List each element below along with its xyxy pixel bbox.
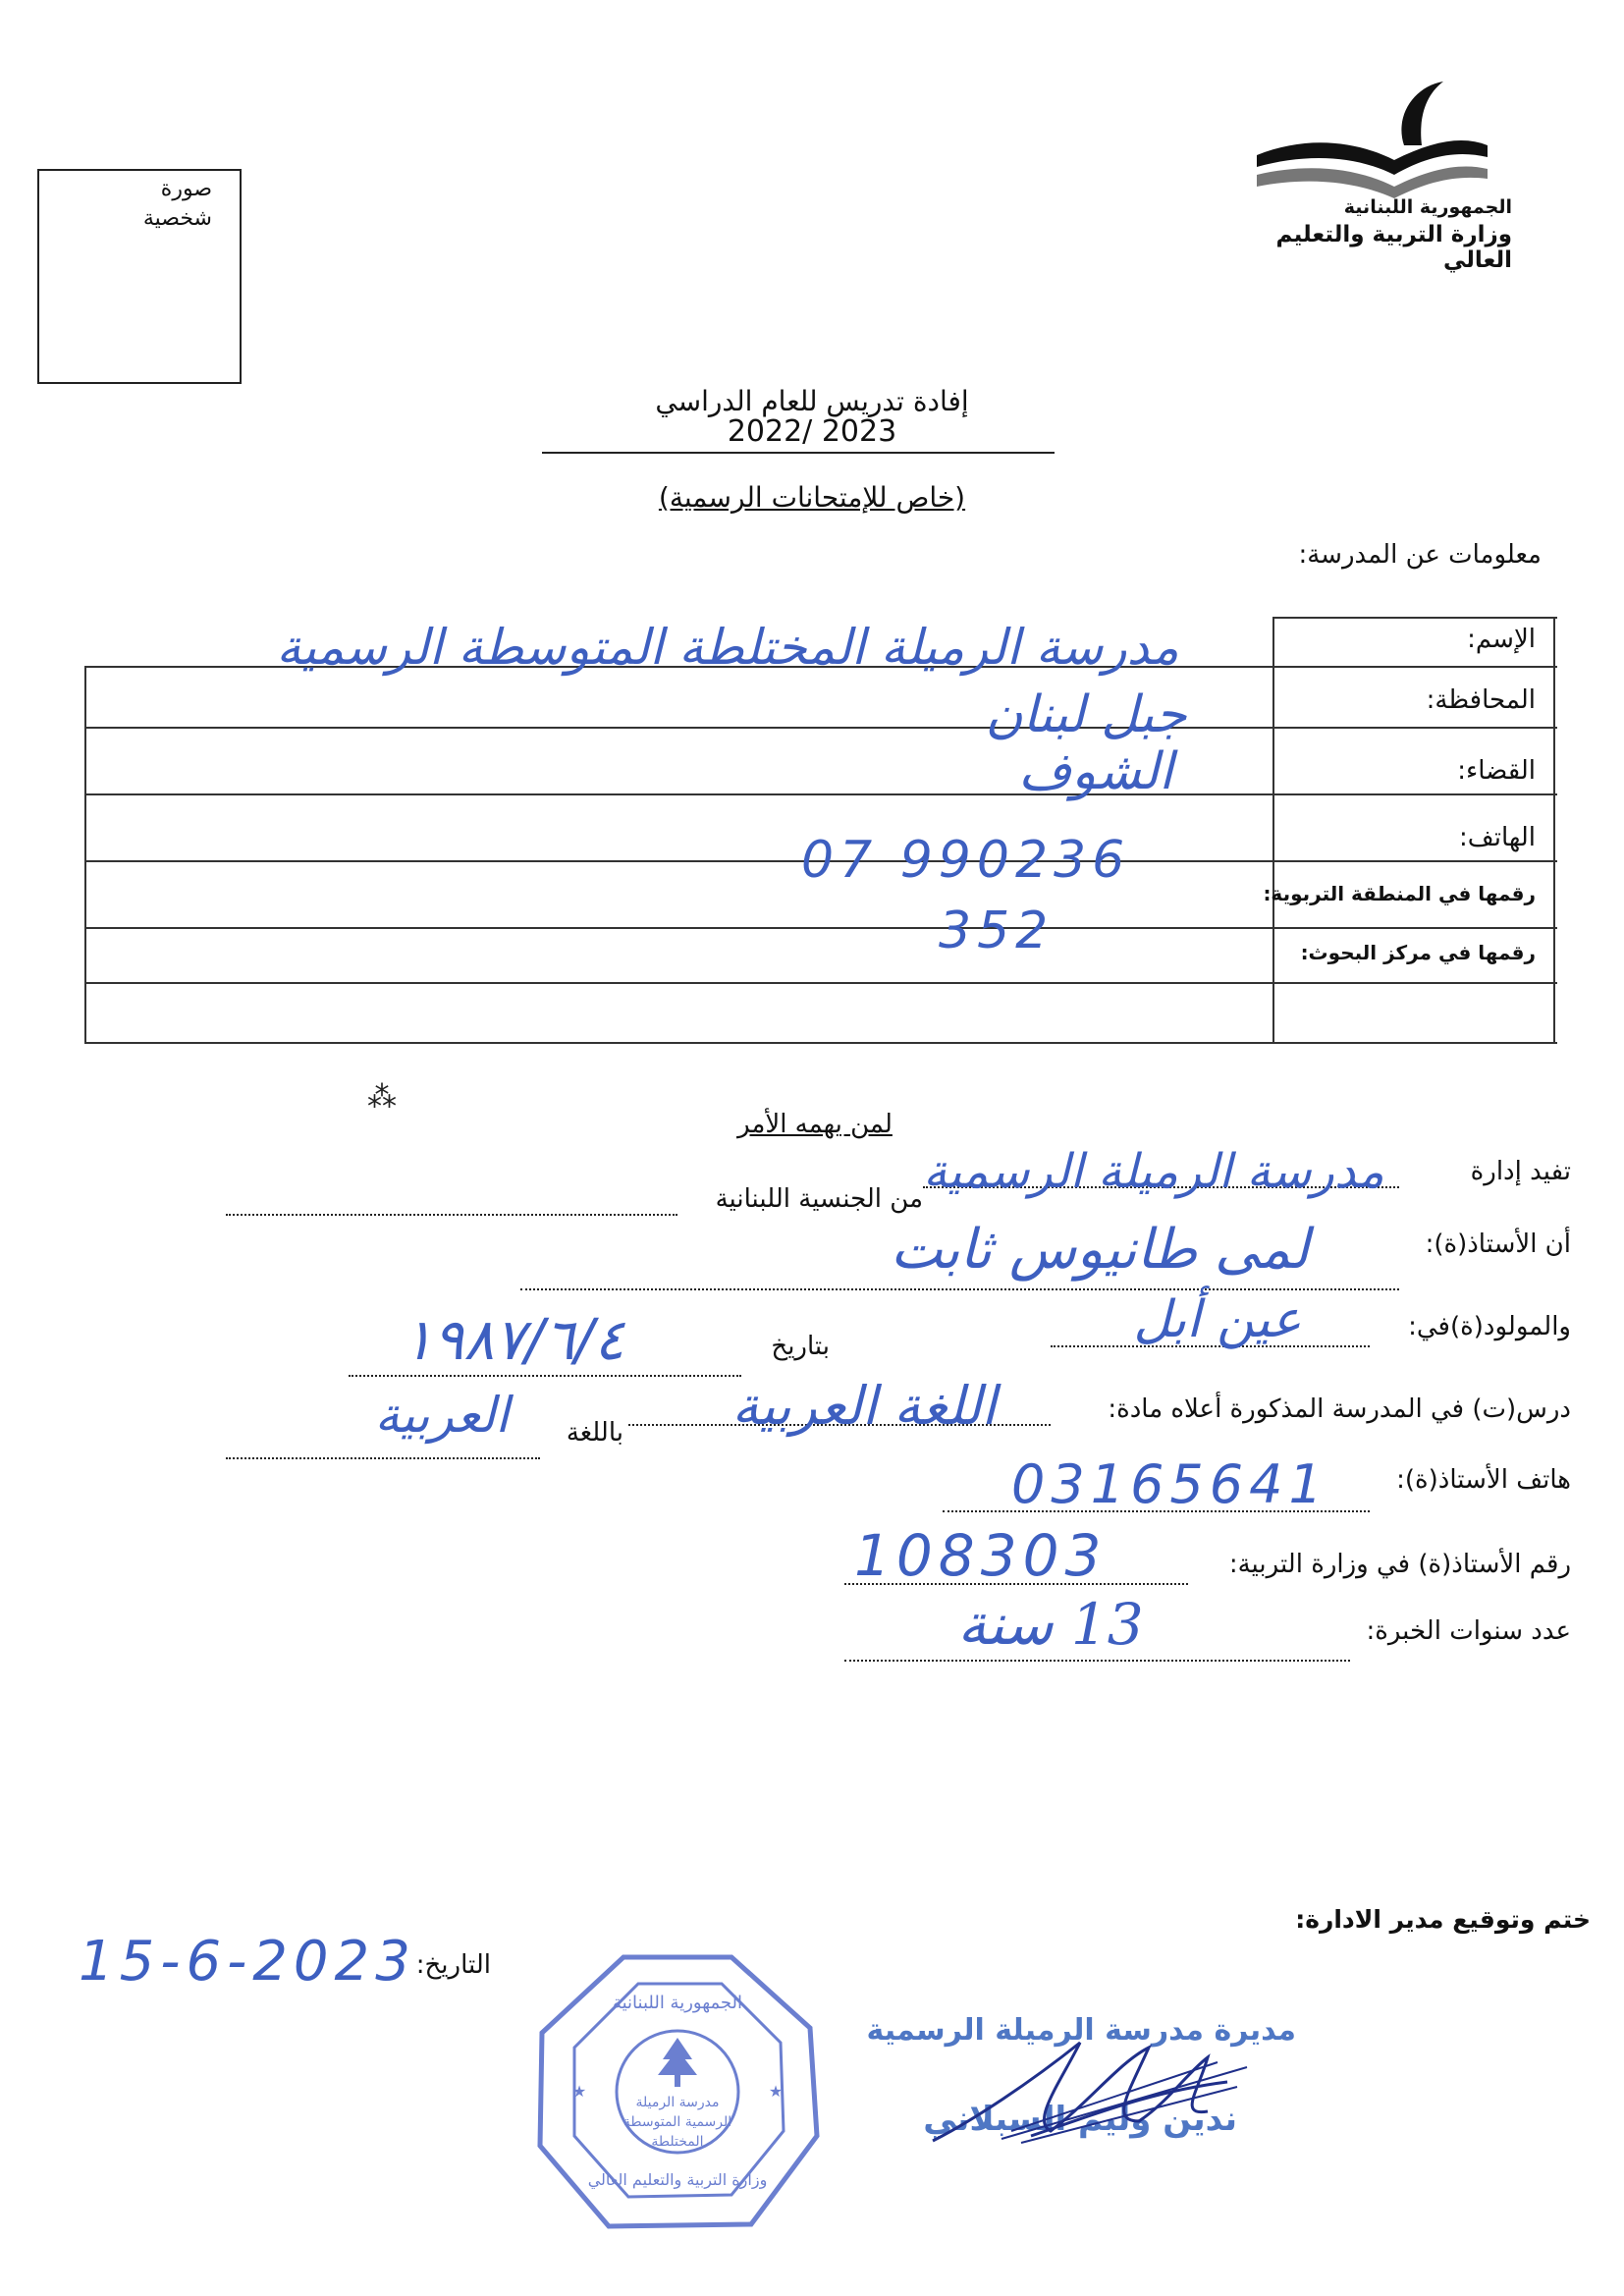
label-name: الإسم: <box>1467 625 1536 654</box>
to-whom-heading: لمن يهمه الأمر <box>737 1110 893 1139</box>
table-row-line <box>84 793 1557 795</box>
taught-prefix: درس(ت) في المدرسة المذكورة أعلاه مادة: <box>1108 1394 1571 1424</box>
nationality-dots <box>226 1214 677 1216</box>
teacher-phone-value: 03165641 <box>1011 1453 1328 1515</box>
svg-text:المختلطة: المختلطة <box>651 2134 704 2150</box>
experience-value: 13 سنة <box>957 1591 1144 1658</box>
label-regional-number: رقمها في المنطقة التربوية: <box>1263 882 1536 905</box>
experience-dots <box>844 1660 1350 1662</box>
teacher-prefix: أن الأستاذ(ة): <box>1425 1230 1571 1259</box>
teacher-phone-prefix: هاتف الأستاذ(ة): <box>1396 1465 1571 1495</box>
table-row-line <box>84 727 1557 729</box>
ministry-name: وزارة التربية والتعليم العالي <box>1275 222 1512 273</box>
ministry-number-value: 108303 <box>854 1522 1108 1589</box>
svg-text:★: ★ <box>768 2082 784 2101</box>
academic-year: 2022/ 2023 <box>727 414 897 449</box>
label-governorate: المحافظة: <box>1426 685 1536 715</box>
svg-text:مدرسة الرميلة: مدرسة الرميلة <box>635 2095 720 2110</box>
date-label: التاريخ: <box>415 1950 491 1980</box>
regional-number-value: 352 <box>939 902 1055 960</box>
pen-mark: ⁂ <box>367 1080 397 1115</box>
document-title: إفادة تدريس للعام الدراسي <box>655 385 969 417</box>
language-value: العربية <box>374 1387 510 1444</box>
label-research-center-number: رقمها في مركز البحوث: <box>1300 941 1536 964</box>
birth-date-value: ١٩٨٧/٦/٤ <box>403 1306 624 1373</box>
date-prefix: بتاريخ <box>771 1332 830 1361</box>
svg-text:الرسمية المتوسطة: الرسمية المتوسطة <box>623 2114 732 2130</box>
title-underline <box>542 452 1055 454</box>
school-info-table <box>84 617 1557 1044</box>
table-row-line <box>84 927 1557 929</box>
svg-text:الجمهورية اللبنانية: الجمهورية اللبنانية <box>612 1993 743 2013</box>
principal-name: ندين وليم السبلاني <box>923 2100 1237 2139</box>
subject-value: اللغة العربية <box>731 1375 997 1437</box>
ministry-logo <box>1247 77 1492 204</box>
district-value: الشوف <box>1018 742 1173 801</box>
language-dots <box>226 1457 540 1459</box>
table-border-right <box>1553 617 1555 1044</box>
administration-prefix: تفيد إدارة <box>1470 1157 1571 1186</box>
experience-prefix: عدد سنوات الخبرة: <box>1366 1616 1571 1646</box>
label-district: القضاء: <box>1457 756 1536 786</box>
governorate-value: جبل لبنان <box>985 685 1187 744</box>
teacher-value: لمى طانيوس ثابت <box>890 1218 1310 1282</box>
photo-label-line-1: صورة <box>160 177 212 201</box>
date-value: 15-6-2023 <box>79 1930 416 1994</box>
photo-box <box>37 169 242 384</box>
principal-signature <box>913 2023 1296 2151</box>
table-border-left <box>84 666 86 1044</box>
administration-value: مدرسة الرميلة الرسمية <box>923 1144 1384 1199</box>
table-row-line <box>84 982 1557 984</box>
born-in-value: عين أبل <box>1133 1290 1302 1349</box>
svg-text:★: ★ <box>571 2082 587 2101</box>
republic-name: الجمهورية اللبنانية <box>1343 196 1512 218</box>
ministry-number-prefix: رقم الأستاذ(ة) في وزارة التربية: <box>1228 1550 1571 1579</box>
school-phone-value: 07 990236 <box>801 831 1131 890</box>
svg-text:وزارة التربية والتعليم العالي: وزارة التربية والتعليم العالي <box>587 2170 768 2189</box>
school-info-heading: معلومات عن المدرسة: <box>1298 540 1542 570</box>
born-in-prefix: والمولود(ة)في: <box>1408 1312 1571 1341</box>
school-name-value: مدرسة الرميلة المختلطة المتوسطة الرسمية <box>276 619 1179 676</box>
document-subtitle: (خاص للإمتحانات الرسمية) <box>658 481 966 514</box>
school-stamp <box>530 1949 825 2234</box>
photo-label-line-2: شخصية <box>142 206 212 231</box>
signature-title: ختم وتوقيع مدير الادارة: <box>1295 1905 1591 1934</box>
photo-label <box>75 175 212 234</box>
table-border-bottom <box>84 1042 1557 1044</box>
label-phone: الهاتف: <box>1459 823 1536 852</box>
language-prefix: باللغة <box>566 1418 623 1448</box>
nationality-text: من الجنسية اللبنانية <box>715 1184 923 1214</box>
principal-title: مديرة مدرسة الرميلة الرسمية <box>866 2013 1296 2048</box>
